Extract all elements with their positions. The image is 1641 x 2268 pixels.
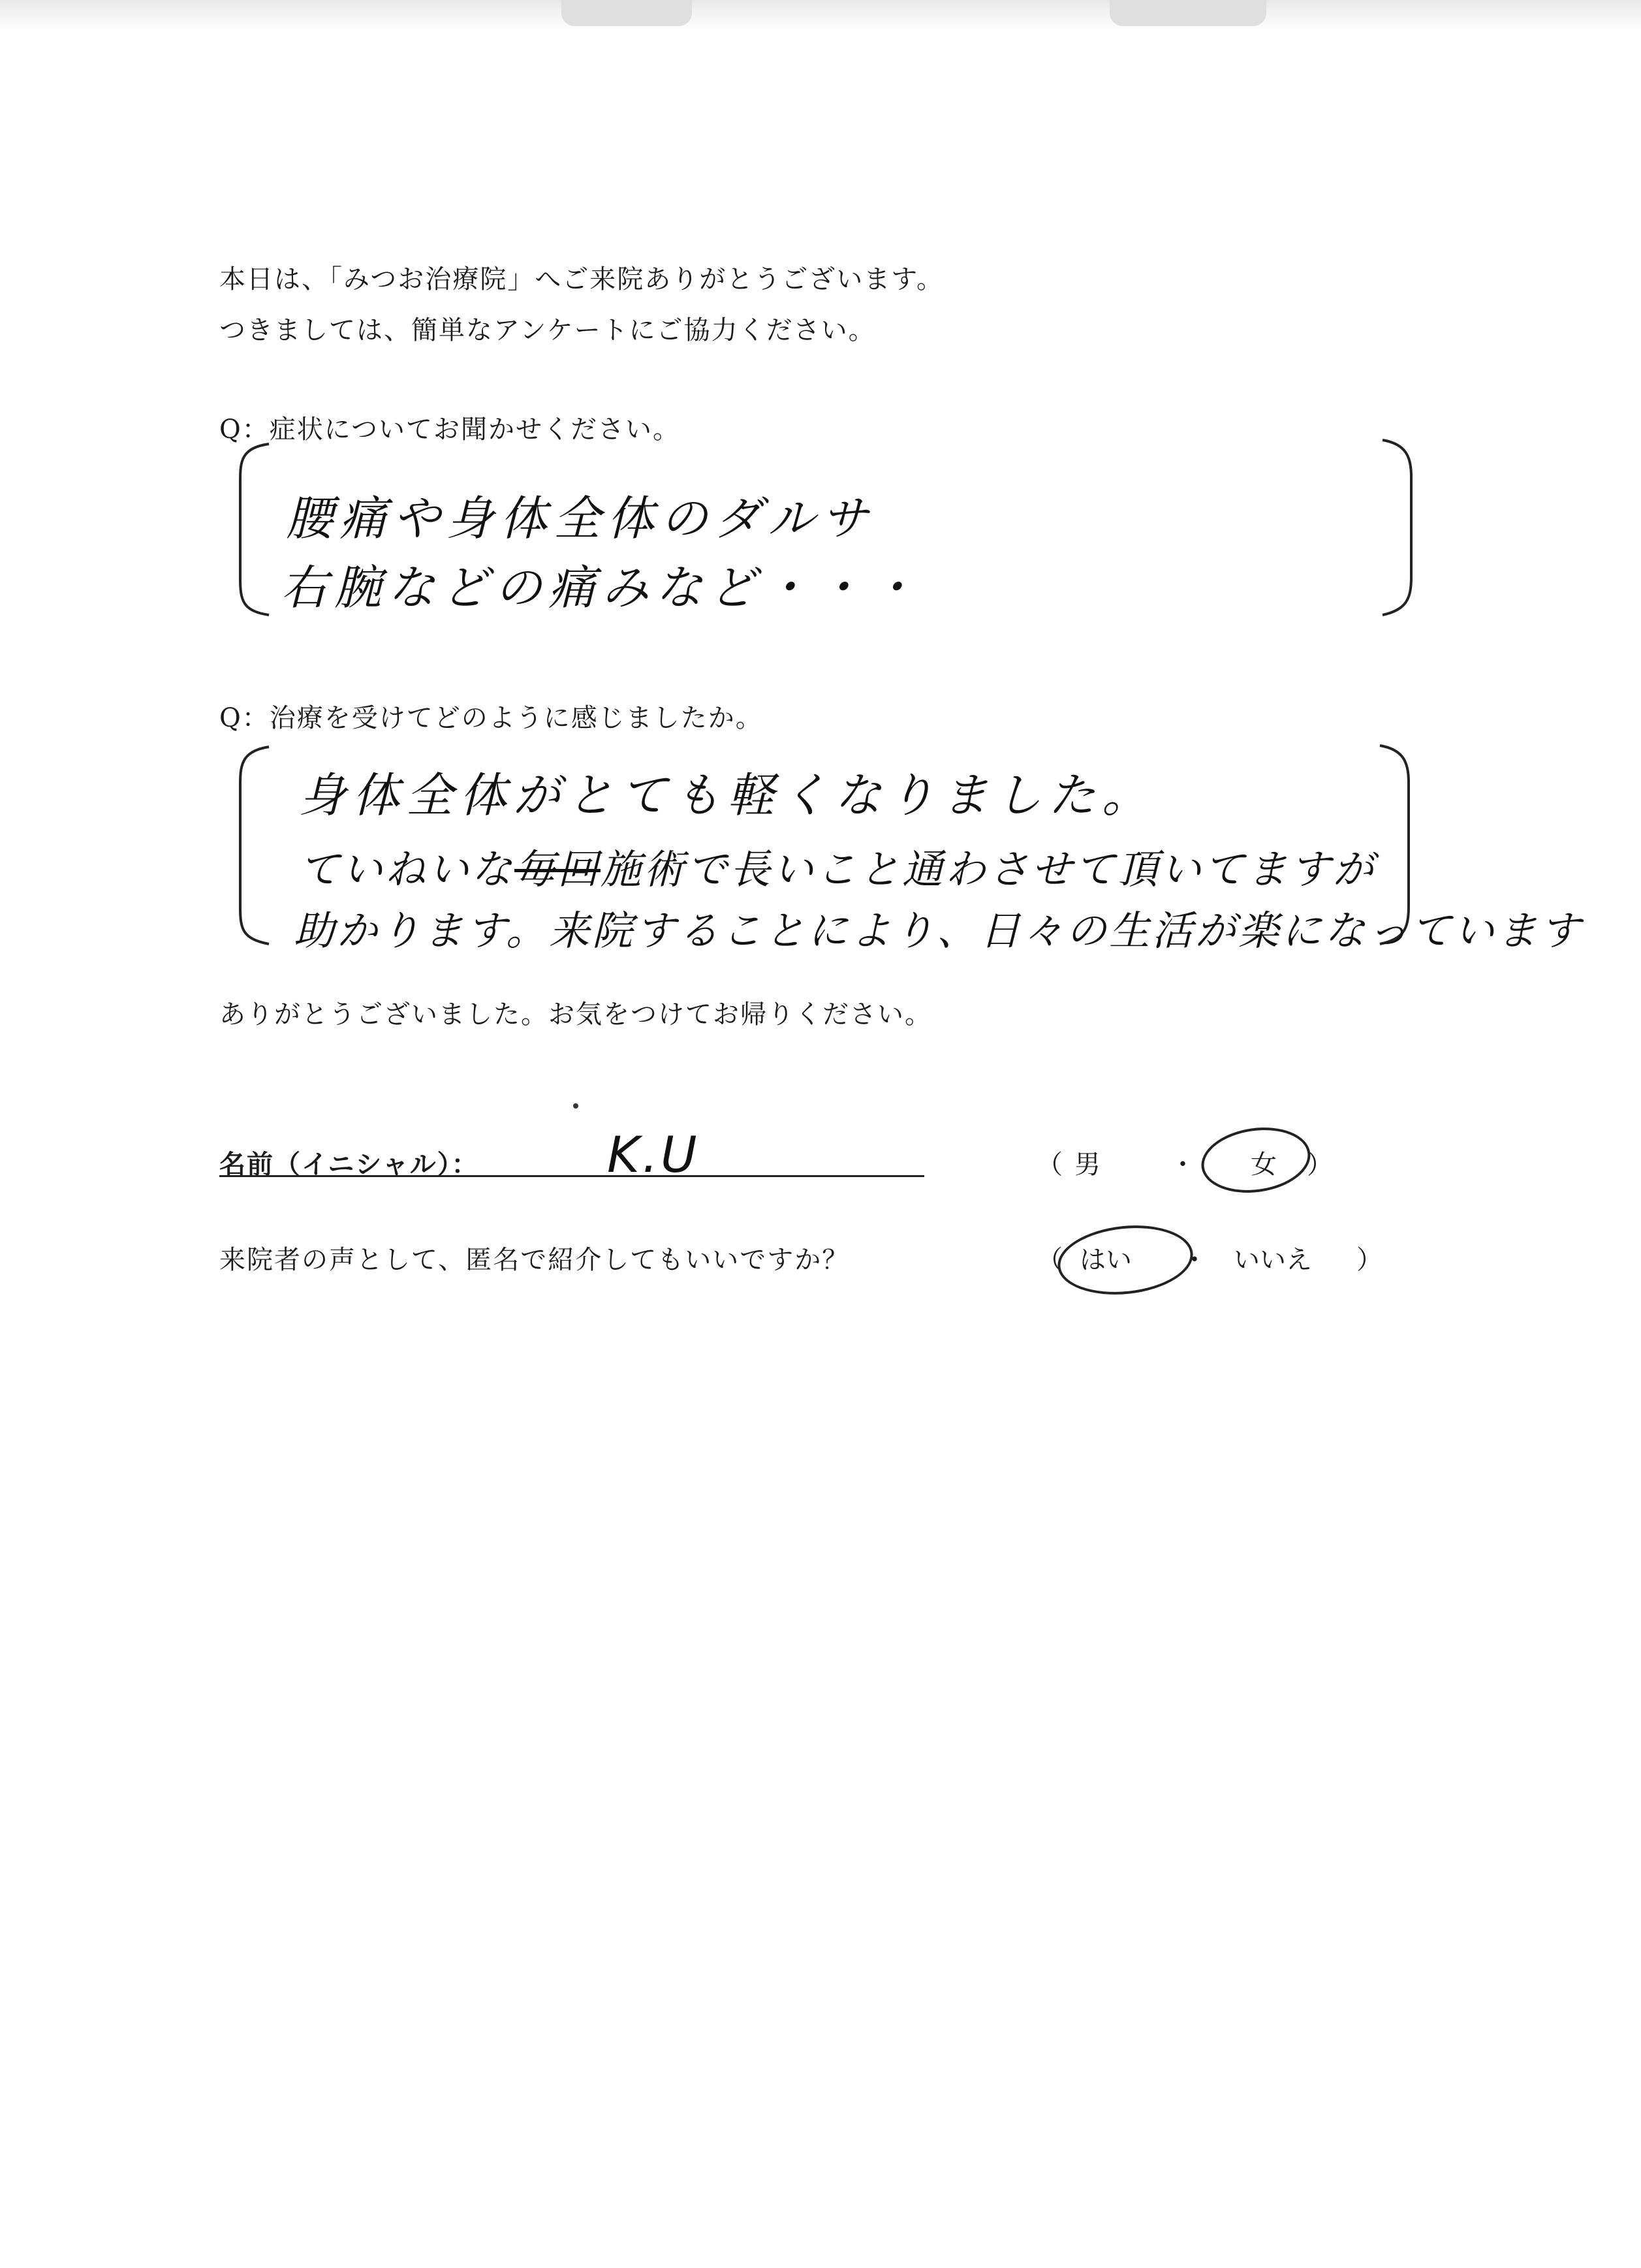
symptoms-answer-line-1: 腰痛や身体全体のダルサ: [286, 491, 875, 546]
gender-option-female[interactable]: 女: [1251, 1150, 1277, 1180]
question-feedback-label: Q：治療を受けてどのように感じましたか。: [219, 703, 763, 733]
feedback-answer-line-2-end: 施術で長いこと通わさせて頂いてますが: [601, 845, 1377, 893]
intro-line-1: 本日は、「みつお治療院」へご来院ありがとうございます。: [219, 264, 944, 294]
gender-open-paren: （: [1037, 1150, 1063, 1180]
consent-separator: ・: [1181, 1245, 1208, 1275]
answer-box-left-bracket: [235, 744, 274, 947]
scan-shadow-mark: [1110, 0, 1266, 26]
gender-separator: ・: [1170, 1150, 1196, 1180]
consent-option-yes[interactable]: はい: [1080, 1245, 1132, 1275]
feedback-answer-line-1: 身体全体がとても軽くなりました。: [299, 768, 1156, 823]
name-label: 名前（イニシャル）：: [219, 1149, 479, 1180]
name-underline: [219, 1175, 924, 1177]
gender-close-paren: ）: [1307, 1150, 1333, 1180]
struck-out-word: 毎回: [514, 845, 601, 893]
symptoms-answer-line-2: 右腕などの痛みなど・・・: [281, 560, 924, 615]
scan-edge-shadow: [0, 0, 1641, 30]
consent-selection-circle: [1054, 1219, 1196, 1300]
name-initials: K.U: [607, 1126, 700, 1184]
feedback-answer-line-2-start: ていねいな: [299, 845, 515, 893]
answer-box-right-bracket: [1377, 437, 1416, 618]
intro-line-2: つきましては、簡単なアンケートにご協力ください。: [219, 315, 876, 345]
consent-question: 来院者の声として、匿名で紹介してもいいですか？: [219, 1245, 850, 1275]
question-symptoms-label: Q：症状についてお聞かせください。: [219, 415, 680, 445]
gender-option-male[interactable]: 男: [1074, 1150, 1101, 1180]
consent-close-paren: ）: [1356, 1245, 1383, 1275]
feedback-answer-line-2: [299, 837, 1376, 895]
gender-selection-circle: [1197, 1121, 1315, 1199]
answer-box-left-bracket: [235, 441, 274, 618]
consent-option-no[interactable]: いいえ: [1234, 1245, 1312, 1275]
scan-shadow-mark: [561, 0, 692, 26]
closing-message: ありがとうございました。お気をつけてお帰りください。: [219, 1000, 932, 1030]
consent-open-paren: （: [1037, 1245, 1063, 1275]
feedback-answer-line-3: 助かります。来院することにより、日々の生活が楽になっています: [294, 907, 1584, 954]
stray-ink-dot: [573, 1103, 578, 1109]
